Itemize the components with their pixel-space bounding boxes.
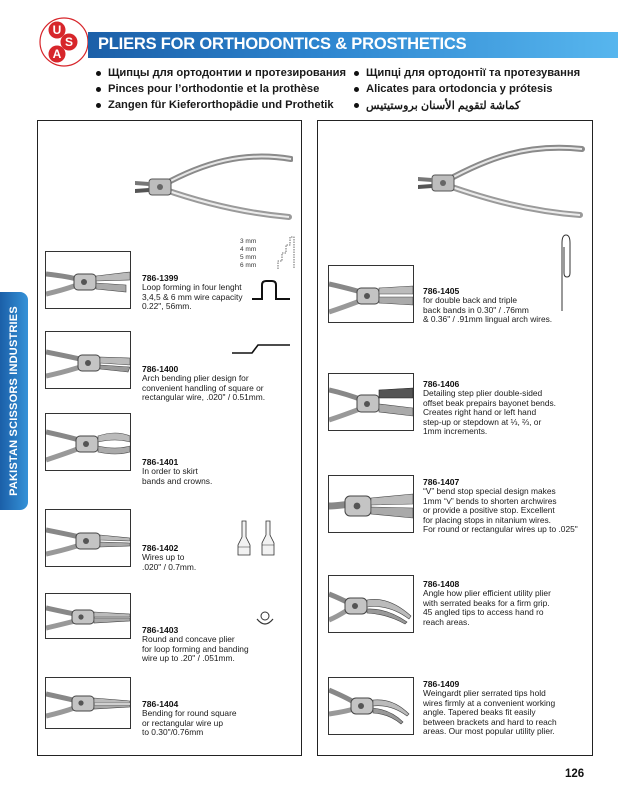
subtitle-line: Alicates para ortodoncia y prótesis	[354, 81, 609, 97]
product-786-1403	[142, 625, 302, 664]
bullet-icon	[354, 103, 359, 108]
bullet-icon	[96, 87, 101, 92]
loop-bend-diagram	[250, 279, 294, 303]
product-description: Arch bending plier design for convenient handling of square or rectangular wire, .020" / 0.51mm.	[142, 373, 266, 403]
product-code: 786-1399	[142, 273, 179, 283]
subtitle-line: Zangen für Kieferorthopädie und Prothetik	[96, 97, 351, 113]
product-description: for double back and triple back bands in 0.30" / .76mm & 0.36" / .91mm lingual arch wires.	[423, 295, 553, 325]
product-description: Weingardt plier serrated tips hold wires firmly at a convenient working angle. Tapered beaks fit easily between brackets and hard to reach areas. Our most popular utility plier.	[423, 688, 557, 737]
product-code: 786-1407	[423, 477, 460, 487]
subtitle-line: كماشة لتقويم الأسنان بروستيتيس	[354, 97, 609, 113]
product-description: Angle how plier efficient utility plier with serrated beaks for a firm grip. 45 angled tips to access hand ro reach areas.	[423, 588, 551, 627]
plier-hero-image	[416, 133, 586, 225]
bullet-icon	[354, 87, 359, 92]
subtitle-line: Щипці для ортодонтії та протезування	[354, 65, 609, 81]
plier-thumbnail-1408	[328, 575, 414, 633]
svg-text:5 mm: 5 mm	[240, 254, 257, 261]
product-description: Wires up to .020" / 0.7mm.	[142, 552, 197, 572]
plier-thumbnail-1401	[45, 413, 131, 471]
product-code: 786-1400	[142, 364, 179, 374]
product-786-1409	[423, 679, 593, 737]
svg-text:S: S	[64, 35, 74, 49]
plier-thumbnail-1403	[45, 593, 131, 639]
product-786-1408	[423, 579, 589, 627]
svg-text:3 mm: 3 mm	[240, 238, 257, 245]
plier-thumbnail-1407	[328, 475, 414, 533]
product-786-1400	[142, 364, 302, 403]
product-786-1404	[142, 699, 302, 738]
plier-thumbnail-1402	[45, 509, 131, 567]
product-786-1407	[423, 477, 593, 535]
product-code: 786-1402	[142, 543, 179, 553]
product-786-1402	[142, 543, 242, 572]
page-number: 126	[565, 768, 585, 780]
product-code: 786-1405	[423, 286, 460, 296]
plier-thumbnail-1399	[45, 251, 131, 309]
product-786-1401	[142, 457, 302, 486]
header-band	[88, 32, 618, 58]
side-tab-label: PAKISTAN SCISSORS INDUSTRIES	[8, 306, 20, 496]
subtitles-left	[96, 65, 351, 113]
plier-thumbnail-1405	[328, 265, 414, 323]
step-size-diagram	[238, 233, 298, 273]
product-code: 786-1403	[142, 625, 179, 635]
product-description: In order to skirt bands and crowns.	[142, 466, 213, 486]
tip-profile-diagram	[234, 517, 284, 563]
product-description: Bending for round square or rectangular wire up to 0.30"/0.76mm	[142, 708, 237, 738]
svg-text:U: U	[52, 23, 62, 37]
bullet-icon	[354, 71, 359, 76]
svg-text:6 mm: 6 mm	[240, 262, 257, 269]
svg-text:A: A	[52, 47, 62, 61]
product-description: Detailing step plier double-sided offset beak prepairs bayonet bends. Creates right hand or left hand step-up or stepdown at ⅓, ⅔, or 1mm increments.	[423, 388, 557, 437]
arch-bend-diagram	[230, 341, 292, 357]
product-code: 786-1401	[142, 457, 179, 467]
usa-dental-logo	[38, 16, 90, 68]
left-product-panel	[37, 120, 302, 756]
product-description: “V” bend stop special design makes 1mm “v” bends to shorten archwires or provide a positive stop. Excellent for placing stops in nitanium wires. For round or rectangular wires up to .025"	[423, 486, 578, 535]
subtitle-line: Pinces pour l’orthodontie et la prothèse	[96, 81, 351, 97]
plier-hero-image	[133, 145, 293, 225]
product-code: 786-1409	[423, 679, 460, 689]
right-product-panel	[317, 120, 593, 756]
product-code: 786-1406	[423, 379, 460, 389]
svg-text:4 mm: 4 mm	[240, 246, 257, 253]
subtitles-right	[354, 65, 609, 113]
product-description: Round and concave plier for loop forming and banding wire up to .20" / .051mm.	[142, 634, 249, 664]
page-title: PLIERS FOR ORTHODONTICS & PROSTHETICS	[98, 35, 467, 53]
side-tab	[0, 292, 28, 510]
product-code: 786-1408	[423, 579, 460, 589]
plier-thumbnail-1400	[45, 331, 131, 389]
plier-thumbnail-1409	[328, 677, 414, 735]
subtitle-line: Щипцы для ортодонтии и протезирования	[96, 65, 351, 81]
plier-thumbnail-1404	[45, 677, 131, 729]
product-description: Loop forming in four lenght 3,4,5 & 6 mm wire capacity 0.22", 56mm.	[142, 282, 243, 312]
product-786-1406	[423, 379, 589, 437]
round-concave-tip-diagram	[254, 609, 276, 629]
plier-thumbnail-1406	[328, 373, 414, 431]
bullet-icon	[96, 103, 101, 108]
product-786-1405	[423, 286, 589, 325]
product-code: 786-1404	[142, 699, 179, 709]
bullet-icon	[96, 71, 101, 76]
